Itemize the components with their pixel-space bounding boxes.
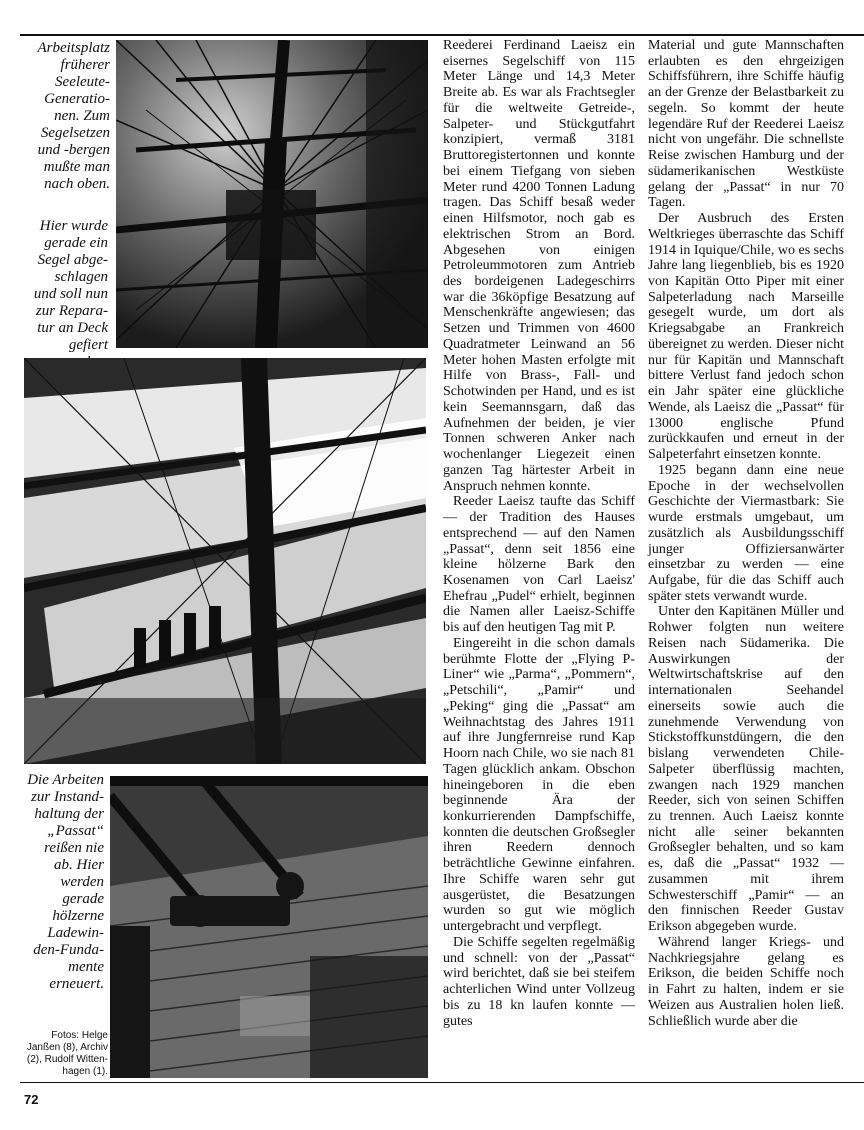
- bottom-rule: [20, 1082, 864, 1083]
- text-column-2: [648, 38, 844, 1029]
- photo-caption-rigging: Arbeitsplatz früherer Seeleute- Generatio- nen. Zum Segelsetzen und -bergen mußte man nach oben.: [37, 40, 110, 192]
- paragraph: Material und gute Mannschaften erlaubten es den ehrgeizigen Schiffsführern, ihre Schiffe häufig an der Grenze der Belastbarkeit zu segeln. So kommt der heute legendäre Ruf der Reederei Laeisz nicht von ungefähr. Die schnellste Reise zwischen Hamburg und der südamerikanischen Westküste gelang der „Passat“ in nur 70 Tagen.: [648, 38, 844, 211]
- text-column-1: [443, 38, 635, 1029]
- top-rule: [20, 34, 864, 36]
- photo-credit: Fotos: Helge Janßen (8), Archiv (2), Rudolf Witten- hagen (1).: [26, 1030, 108, 1077]
- paragraph: Reeder Laeisz taufte das Schiff — der Tradition des Hauses entsprechend — auf den Namen „Passat“, denn seit 1856 eine kleine hölzerne Bark den Kosenamen von Carl Laeisz' Ehefrau „Pudel“ erhielt, beginnen die Namen aller Laeisz-Schiffe bis auf den heutigen Tag mit P.: [443, 494, 635, 636]
- paragraph: Reederei Ferdinand Laeisz ein eisernes Segelschiff von 115 Meter Länge und 14,3 Meter Breite ab. Es war als Frachtsegler für die weltweite Getreide-, Salpeter- und Stückgutfahrt konzipiert, vermaß 3181 Bruttoregistertonnen und konnte bei einem Tiefgang von sieben Meter rund 4200 Tonnen Ladung tragen. Das Schiff besaß weder einen Hilfsmotor, noch gab es elektrischen Strom an Bord. Abgesehen von einigen Petroleummotoren zum Antrieb des bordeigenen Ladegeschirrs war die 36köpfige Besatzung auf Menschenkräfte angewiesen; das Setzen und Trimmen von 4600 Quadratmeter Leinwand an 56 Meter hohen Masten erfolgte mit Hilfe von Brass-, Fall- und Schotwinden per Hand, und es ist kein Seemannsgarn, daß das Aufnehmen der beiden, je vier Tonnen schweren Anker nach wochenlanger Liegezeit einen ganzen Tag härtester Arbeit in Anspruch nehmen konnte.: [443, 38, 635, 494]
- photo-mast-rigging: [116, 40, 428, 348]
- paragraph: Die Schiffe segelten regelmäßig und schnell: von der „Passat“ wird berichtet, daß sie bei steifem achterlichen Wind unter Vollzeug bis zu 18 kn laufen konnte — gutes: [443, 934, 635, 1029]
- page-number: 72: [24, 1092, 39, 1107]
- photo-deck-winches: [110, 776, 428, 1078]
- paragraph: Eingereiht in die schon damals berühmte Flotte der „Flying P-Liner“ wie „Parma“, „Pommern“, „Petschili“, „Pamir“ und „Peking“ ging die „Passat“ am Weihnachtstag des Jahres 1911 auf ihre Jungfernreise rund Kap Hoorn nach Chile, wo sie nach 81 Tagen glücklich ankam. Obschon hineingeboren in die eben beginnende Ära der konkurrierenden Dampfschiffe, konnten die deutschen Großsegler ihren Reedern dennoch beträchtliche Gewinne einfahren. Ihre Schiffe waren sehr gut ausgerüstet, die Besatzungen wurden so gut wie möglich untergebracht und verpflegt.: [443, 635, 635, 935]
- paragraph: Während langer Kriegs- und Nachkriegsjahre gelang es Erikson, die beiden Schiffe noch in Fahrt zu halten, indem er sie Weizen aus Australien holen ließ. Schließlich wurde aber die: [648, 934, 844, 1029]
- paragraph: Unter den Kapitänen Müller und Rohwer folgten nun weitere Reisen nach Südamerika. Die Auswirkungen der Weltwirtschaftskrise auf den internationalen Seehandel einerseits sowie auch die zunehmende Verwendung von Stickstoffkunstdüngern, die den bislang verwendeten Chile-Salpeter überflüssig machten, zwangen nach 1929 manchen Reeder, sich von seinen Schiffen zu trennen. Auch Laeisz konnte nicht alle seiner bekannten Großsegler behalten, und so kam es, daß die „Passat“ 1932 — zusammen mit ihrem Schwesterschiff „Pamir“ — an den finnischen Reeder Gustav Erikson abgegeben wurde.: [648, 604, 844, 935]
- paragraph: Der Ausbruch des Ersten Weltkrieges überraschte das Schiff 1914 in Iquique/Chile, wo es sechs Jahre lang liegenblieb, bis es 1920 von Kapitän Otto Piper mit einer Salpeterladung nach Marseille gesegelt wurde, um dort als Kriegsabgabe an Frankreich übereignet zu werden. Dieser nicht nur für Kapitän und Mannschaft bittere Verlust fand jedoch schon ein Jahr später eine glückliche Wende, als Laeisz die „Passat“ für 13000 englische Pfund zurückkaufen und erneut in der Salpeterfahrt einsetzen konnte.: [648, 211, 844, 463]
- paragraph: 1925 begann dann eine neue Epoche in der wechselvollen Geschichte der Viermastbark: Sie wurde erstmals umgebaut, um zusätzlich als Ausbildungsschiff junger Offiziersanwärter einsetzbar zu werden — eine Aufgabe, für die das Schiff auch später stets verwandt wurde.: [648, 462, 844, 604]
- photo-caption-deck: Die Arbeiten zur Instand- haltung der „Passat“ reißen nie ab. Hier werden gerade hölzerne Ladewin- den-Funda- mente erneuert.: [27, 772, 104, 992]
- photo-sails-crew: [24, 358, 426, 764]
- photo-caption-sail: Hier wurde gerade ein Segel abge- schlagen und soll nun zur Repara- tur an Deck gefiert: [33, 218, 108, 353]
